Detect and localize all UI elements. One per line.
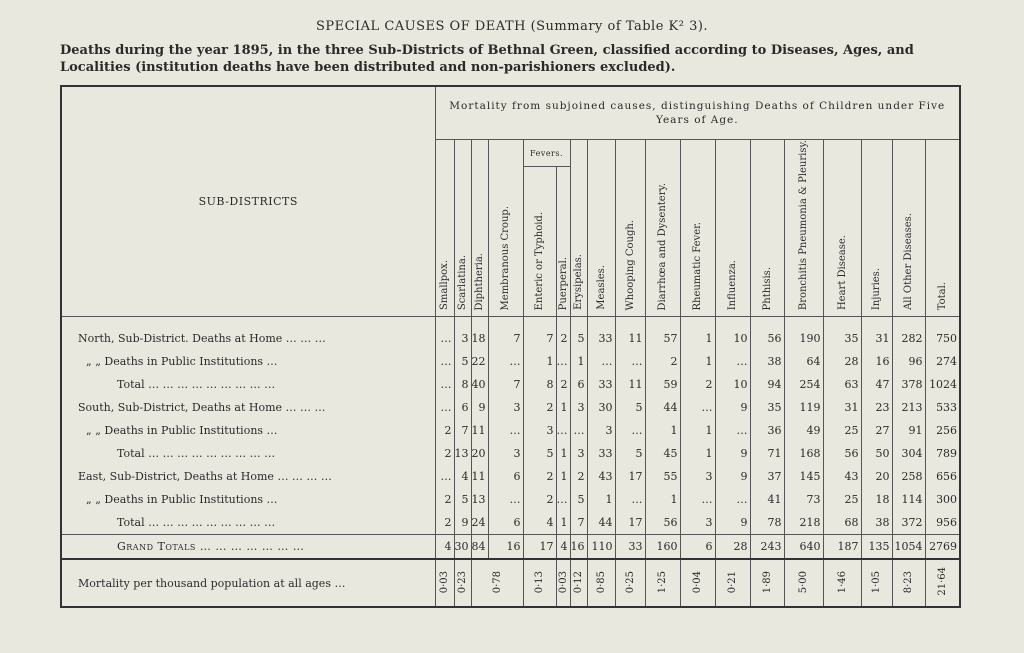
cell-value: 9 xyxy=(715,465,750,488)
cell-value: 4 xyxy=(556,535,570,560)
cell-value: 190 xyxy=(784,327,823,350)
col-header: Diphtheria. xyxy=(471,140,488,317)
cell-value: 168 xyxy=(784,442,823,465)
cell-value: 3 xyxy=(523,419,556,442)
page-title: SPECIAL CAUSES OF DEATH (Summary of Table K² 3). xyxy=(315,19,709,34)
cell-value: 78 xyxy=(750,511,784,535)
table-row xyxy=(61,488,960,511)
mortality-rate-row xyxy=(61,559,960,607)
cell-value: 3 xyxy=(680,465,715,488)
row-label: Total … … … … … … … … … xyxy=(117,378,276,392)
cell-value: … xyxy=(587,350,615,373)
cell-value: 372 xyxy=(892,511,925,535)
cell-value: 18 xyxy=(861,488,892,511)
cell-value: 25 xyxy=(823,419,861,442)
cell-value: 33 xyxy=(587,442,615,465)
cell-value: 13 xyxy=(454,442,471,465)
cell-value: 23 xyxy=(861,396,892,419)
cell-value: 218 xyxy=(784,511,823,535)
cell-value: 11 xyxy=(615,327,645,350)
rate-value: 1·89 xyxy=(750,559,784,607)
cell-value: 1 xyxy=(680,327,715,350)
row-label: „ „ Deaths in Public Institutions … xyxy=(86,493,278,507)
table-row xyxy=(61,396,960,419)
cell-value: 6 xyxy=(570,373,587,396)
cell-value: 5 xyxy=(615,396,645,419)
row-label: Grand Totals … … … … … … … xyxy=(61,535,435,560)
col-header: Heart Disease. xyxy=(823,140,861,317)
cell-value: 114 xyxy=(892,488,925,511)
table-row xyxy=(61,419,960,442)
cell-value: 27 xyxy=(861,419,892,442)
cell-value: 33 xyxy=(615,535,645,560)
cell-value: 2 xyxy=(435,511,454,535)
col-header: Puerperal. xyxy=(556,167,570,317)
cell-value: 187 xyxy=(823,535,861,560)
cell-value: 1 xyxy=(680,442,715,465)
cell-value: 8 xyxy=(454,373,471,396)
cell-value: 17 xyxy=(523,535,556,560)
cell-value: 1054 xyxy=(892,535,925,560)
row-label: North, Sub-District. Deaths at Home … … … xyxy=(78,332,326,346)
cell-value: … xyxy=(715,488,750,511)
cell-value: 71 xyxy=(750,442,784,465)
cell-value: 110 xyxy=(587,535,615,560)
cell-value: 7 xyxy=(570,511,587,535)
cell-value: 41 xyxy=(750,488,784,511)
cell-value: … xyxy=(435,465,454,488)
cell-value: 2 xyxy=(645,350,680,373)
table-row xyxy=(61,373,960,396)
col-header: Membranous Croup. xyxy=(488,140,523,317)
cell-value: 750 xyxy=(925,327,960,350)
cell-value: 84 xyxy=(471,535,488,560)
cell-value: 135 xyxy=(861,535,892,560)
cell-value: 11 xyxy=(471,465,488,488)
cell-value: … xyxy=(715,350,750,373)
rate-value: 0·21 xyxy=(715,559,750,607)
cell-value: 16 xyxy=(570,535,587,560)
cell-value: 1 xyxy=(523,350,556,373)
cell-value: … xyxy=(488,488,523,511)
cell-value: 2 xyxy=(435,442,454,465)
cell-value: 2 xyxy=(680,373,715,396)
grand-total-row xyxy=(61,535,960,560)
cell-value: 33 xyxy=(587,327,615,350)
cell-value: 2 xyxy=(435,419,454,442)
cell-value: 254 xyxy=(784,373,823,396)
col-header: Influenza. xyxy=(715,140,750,317)
cell-value: 63 xyxy=(823,373,861,396)
cell-value: 1 xyxy=(680,350,715,373)
cell-value: … xyxy=(435,396,454,419)
mortality-table xyxy=(60,85,961,608)
rate-row-label: Mortality per thousand population at all ages … xyxy=(61,559,435,607)
cell-value: 11 xyxy=(615,373,645,396)
table-row xyxy=(61,442,960,465)
cell-value: 243 xyxy=(750,535,784,560)
cell-value: … xyxy=(488,350,523,373)
cell-value: 38 xyxy=(861,511,892,535)
row-label: East, Sub-District, Deaths at Home … … … … xyxy=(78,470,332,484)
cell-value: 1 xyxy=(645,419,680,442)
cell-value: … xyxy=(570,419,587,442)
cell-value: 213 xyxy=(892,396,925,419)
rate-value: 0·25 xyxy=(615,559,645,607)
rate-value: 0·13 xyxy=(523,559,556,607)
cell-value: 33 xyxy=(587,373,615,396)
cell-value: 3 xyxy=(570,442,587,465)
cell-value: 31 xyxy=(861,327,892,350)
col-header: Scarlatina. xyxy=(454,140,471,317)
table-row xyxy=(61,465,960,488)
rate-value: 0·23 xyxy=(454,559,471,607)
cell-value: 4 xyxy=(454,465,471,488)
rate-value: 0·03 xyxy=(435,559,454,607)
col-header: Measles. xyxy=(587,140,615,317)
cell-value: … xyxy=(615,350,645,373)
rate-value: 1·25 xyxy=(645,559,680,607)
cell-value: 3 xyxy=(454,327,471,350)
rate-value: 1·46 xyxy=(823,559,861,607)
cell-value: 1 xyxy=(645,488,680,511)
table-row xyxy=(61,350,960,373)
cell-value: 28 xyxy=(715,535,750,560)
cell-value: 91 xyxy=(892,419,925,442)
cell-value: … xyxy=(715,419,750,442)
cell-value: 37 xyxy=(750,465,784,488)
col-header: All Other Diseases. xyxy=(892,140,925,317)
rate-value: 5·00 xyxy=(784,559,823,607)
table-row xyxy=(61,327,960,350)
cell-value: 3 xyxy=(488,396,523,419)
cell-value: 1 xyxy=(556,396,570,419)
col-header: Bronchitis Pneumonia & Pleurisy. xyxy=(784,140,823,317)
cell-value: 3 xyxy=(570,396,587,419)
cell-value: 7 xyxy=(523,327,556,350)
cell-value: 9 xyxy=(715,442,750,465)
cell-value: 7 xyxy=(454,419,471,442)
cell-value: … xyxy=(615,488,645,511)
cell-value: 6 xyxy=(488,465,523,488)
cell-value: 16 xyxy=(861,350,892,373)
cell-value: 160 xyxy=(645,535,680,560)
cell-value: 10 xyxy=(715,327,750,350)
cell-value: 43 xyxy=(587,465,615,488)
cell-value: 274 xyxy=(925,350,960,373)
rate-value: 0·04 xyxy=(680,559,715,607)
cell-value: 31 xyxy=(823,396,861,419)
cell-value: 36 xyxy=(750,419,784,442)
cell-value: 20 xyxy=(471,442,488,465)
cell-value: 9 xyxy=(454,511,471,535)
rate-value: 0·85 xyxy=(587,559,615,607)
cell-value: 2 xyxy=(570,465,587,488)
fevers-header: Fevers. xyxy=(523,140,570,167)
cell-value: … xyxy=(435,327,454,350)
cell-value: 35 xyxy=(750,396,784,419)
cell-value: 59 xyxy=(645,373,680,396)
cell-value: 2 xyxy=(435,488,454,511)
cell-value: 7 xyxy=(488,327,523,350)
cell-value: 1024 xyxy=(925,373,960,396)
cell-value: 2769 xyxy=(925,535,960,560)
cell-value: 56 xyxy=(823,442,861,465)
cell-value: 3 xyxy=(488,442,523,465)
rate-value: 21·64 xyxy=(925,559,960,607)
cell-value: 28 xyxy=(823,350,861,373)
cell-value: … xyxy=(556,488,570,511)
cell-value: 119 xyxy=(784,396,823,419)
cell-value: 3 xyxy=(680,511,715,535)
cell-value: 2 xyxy=(523,488,556,511)
cell-value: 2 xyxy=(523,465,556,488)
cell-value: 40 xyxy=(471,373,488,396)
row-label: Total … … … … … … … … … xyxy=(117,516,276,530)
page-subtitle: Deaths during the year 1895, in the three Sub-Districts of Bethnal Green, classified according to Diseases, Ages, and Localities (institution deaths have been distributed and non-parishioners excluded). xyxy=(60,43,914,75)
col-header: Whooping Cough. xyxy=(615,140,645,317)
cell-value: 9 xyxy=(715,511,750,535)
cell-value: 145 xyxy=(784,465,823,488)
cell-value: … xyxy=(556,350,570,373)
cell-value: 258 xyxy=(892,465,925,488)
cell-value: 304 xyxy=(892,442,925,465)
cell-value: 1 xyxy=(556,442,570,465)
cell-value: 45 xyxy=(645,442,680,465)
cell-value: 10 xyxy=(715,373,750,396)
cell-value: 1 xyxy=(570,350,587,373)
cell-value: 1 xyxy=(587,488,615,511)
cell-value: 1 xyxy=(680,419,715,442)
cell-value: … xyxy=(488,419,523,442)
cell-value: 6 xyxy=(454,396,471,419)
cell-value: 9 xyxy=(471,396,488,419)
cell-value: 6 xyxy=(488,511,523,535)
col-header: Total. xyxy=(925,140,960,317)
rate-value: 0·78 xyxy=(471,559,523,607)
cell-value: 8 xyxy=(523,373,556,396)
cell-value: 2 xyxy=(523,396,556,419)
cell-value: 11 xyxy=(471,419,488,442)
row-label: „ „ Deaths in Public Institutions … xyxy=(86,424,278,438)
cell-value: 6 xyxy=(680,535,715,560)
cell-value: 5 xyxy=(615,442,645,465)
cell-value: 43 xyxy=(823,465,861,488)
cell-value: 30 xyxy=(587,396,615,419)
rate-value: 8·23 xyxy=(892,559,925,607)
cell-value: 5 xyxy=(570,488,587,511)
cell-value: 47 xyxy=(861,373,892,396)
cell-value: 9 xyxy=(715,396,750,419)
cell-value: 20 xyxy=(861,465,892,488)
cell-value: 1 xyxy=(556,511,570,535)
cell-value: 44 xyxy=(587,511,615,535)
cell-value: 789 xyxy=(925,442,960,465)
cell-value: 44 xyxy=(645,396,680,419)
cell-value: 3 xyxy=(587,419,615,442)
cell-value: 56 xyxy=(750,327,784,350)
col-header: Injuries. xyxy=(861,140,892,317)
cell-value: 49 xyxy=(784,419,823,442)
cell-value: 4 xyxy=(435,535,454,560)
col-header: Smallpox. xyxy=(435,140,454,317)
rate-value: 0·03 xyxy=(556,559,570,607)
col-header: Phthisis. xyxy=(750,140,784,317)
cell-value: … xyxy=(615,419,645,442)
cell-value: 282 xyxy=(892,327,925,350)
mortality-header: Mortality from subjoined causes, distinguishing Deaths of Children under Five Years of Age. xyxy=(435,86,960,140)
cell-value: … xyxy=(435,350,454,373)
table-row xyxy=(61,511,960,535)
cell-value: 30 xyxy=(454,535,471,560)
cell-value: 956 xyxy=(925,511,960,535)
cell-value: … xyxy=(556,419,570,442)
col-header: Diarrhœa and Dysentery. xyxy=(645,140,680,317)
rate-value: 1·05 xyxy=(861,559,892,607)
cell-value: 4 xyxy=(523,511,556,535)
cell-value: 25 xyxy=(823,488,861,511)
cell-value: 35 xyxy=(823,327,861,350)
cell-value: … xyxy=(680,396,715,419)
cell-value: 68 xyxy=(823,511,861,535)
cell-value: 56 xyxy=(645,511,680,535)
cell-value: 5 xyxy=(454,488,471,511)
cell-value: 5 xyxy=(523,442,556,465)
cell-value: 96 xyxy=(892,350,925,373)
cell-value: 50 xyxy=(861,442,892,465)
cell-value: 5 xyxy=(454,350,471,373)
cell-value: 38 xyxy=(750,350,784,373)
subdistricts-header: SUB-DISTRICTS xyxy=(61,86,435,317)
cell-value: 94 xyxy=(750,373,784,396)
cell-value: 55 xyxy=(645,465,680,488)
col-header: Erysipelas. xyxy=(570,140,587,317)
cell-value: 2 xyxy=(556,327,570,350)
col-header: Enteric or Typhoid. xyxy=(523,167,556,317)
cell-value: 18 xyxy=(471,327,488,350)
cell-value: 640 xyxy=(784,535,823,560)
row-label: South, Sub-District, Deaths at Home … … … xyxy=(78,401,326,415)
row-label: Total … … … … … … … … … xyxy=(117,447,276,461)
cell-value: 256 xyxy=(925,419,960,442)
cell-value: 73 xyxy=(784,488,823,511)
cell-value: 300 xyxy=(925,488,960,511)
cell-value: 64 xyxy=(784,350,823,373)
cell-value: 656 xyxy=(925,465,960,488)
cell-value: 13 xyxy=(471,488,488,511)
col-header: Rheumatic Fever. xyxy=(680,140,715,317)
cell-value: 16 xyxy=(488,535,523,560)
cell-value: 24 xyxy=(471,511,488,535)
row-label: „ „ Deaths in Public Institutions … xyxy=(86,355,278,369)
cell-value: 17 xyxy=(615,465,645,488)
rate-value: 0·12 xyxy=(570,559,587,607)
cell-value: 7 xyxy=(488,373,523,396)
cell-value: 533 xyxy=(925,396,960,419)
cell-value: 17 xyxy=(615,511,645,535)
cell-value: 22 xyxy=(471,350,488,373)
cell-value: … xyxy=(435,373,454,396)
cell-value: 1 xyxy=(556,465,570,488)
cell-value: 5 xyxy=(570,327,587,350)
cell-value: 2 xyxy=(556,373,570,396)
cell-value: … xyxy=(680,488,715,511)
cell-value: 378 xyxy=(892,373,925,396)
cell-value: 57 xyxy=(645,327,680,350)
